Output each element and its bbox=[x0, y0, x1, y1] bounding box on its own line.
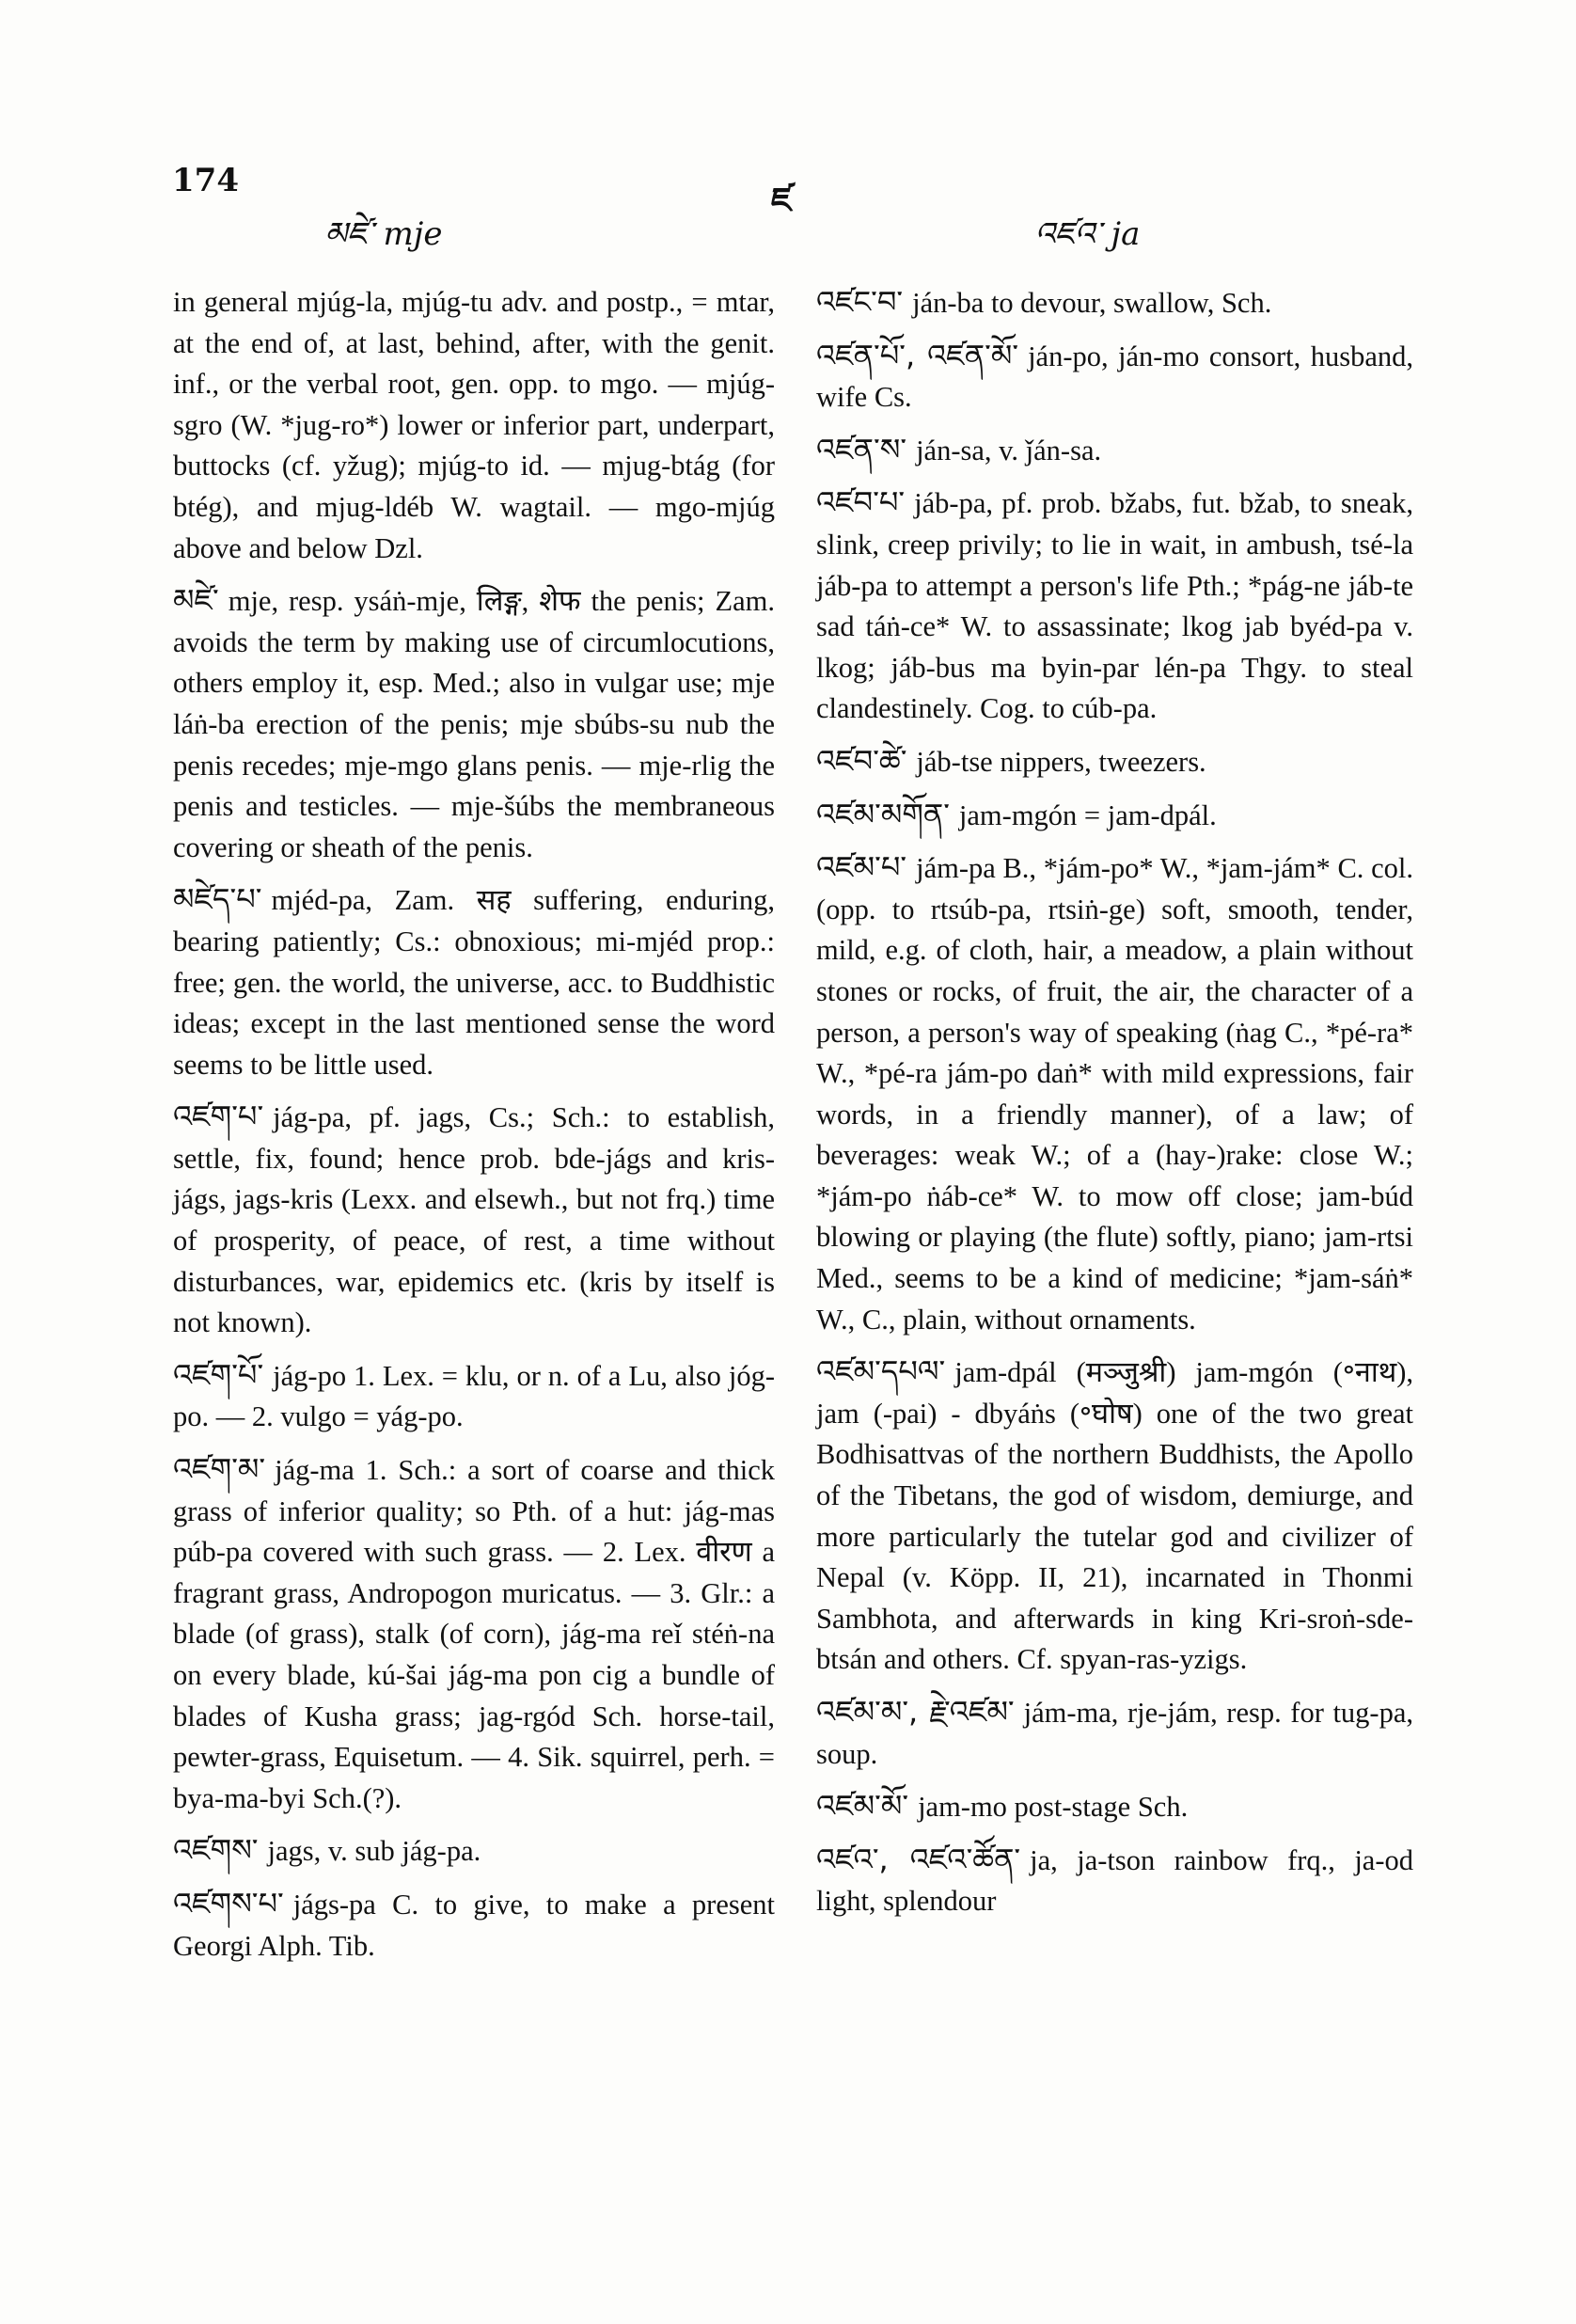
dictionary-entry: འཛའ་, འཛའ་ཚོན་ ja, ja-tson rainbow frq., ja-od light, splendour bbox=[816, 1841, 1414, 1918]
page-number: 174 bbox=[172, 162, 239, 199]
headword: འཛག་པོ་ bbox=[173, 1356, 264, 1393]
dictionary-entry: འཛམ་མ་, རྗེ་འཛམ་ jám-ma, rje-jám, resp. for tug-pa, soup. bbox=[816, 1694, 1413, 1770]
headword: འཛབ་པ་ bbox=[816, 484, 906, 521]
headword: འཛགས་པ་ bbox=[173, 1885, 284, 1921]
dictionary-entry: འཛགས་པ་ jágs-pa C. to give, to make a present Georgi Alph. Tib. bbox=[173, 1885, 775, 1962]
right-column bbox=[816, 282, 1413, 1934]
dictionary-entry: འཛགས་ jags, v. sub jág-pa. bbox=[173, 1832, 481, 1869]
headword: འཛན་ས་ bbox=[816, 431, 907, 467]
headword: འཛགས་ bbox=[173, 1832, 259, 1869]
running-head-left: མཛེ་ mje bbox=[324, 215, 443, 253]
headword: མཛེ་ bbox=[173, 582, 219, 619]
dictionary-entry: འཛག་པོ་ jág-po 1. Lex. = klu, or n. of a Lu, also jóg-po. — 2. vulgo = yág-po. bbox=[173, 1356, 775, 1433]
section-letter: ཛ bbox=[771, 182, 792, 220]
dictionary-entry: འཛམ་དཔལ་ jam-dpál (मञ्जुश्री) jam-mgón (॰नाथ), jam (-pai) - dbyáṅs (॰घोष) one of the two great Bodhisattvas of the northern Buddhists, the Apollo of the Tibetans, the god of wisdom, demiurge, and more particularly the tutelar god and civilizer of Nepal (v. Köpp. II, 21), incarnated in Thonmi Sambhota, and afterwards in king Kri-sroṅ-sde-btsán and others. Cf. spyan-ras-yzigs. bbox=[816, 1353, 1413, 1676]
dictionary-entry: འཛམ་མགོན་ jam-mgón = jam-dpál. bbox=[816, 796, 1217, 832]
headword: འཛག་པ་ bbox=[173, 1099, 264, 1135]
dictionary-entry: འཛབ་ཚེ་ jáb-tse nippers, tweezers. bbox=[816, 742, 1206, 779]
dictionary-entry: མཛེད་པ་ mjéd-pa, Zam. सह suffering, enduring, bearing patiently; Cs.: obnoxious; mi-mjéd prop.: free; gen. the world, the universe, acc. to Buddhistic ideas; except in the last mentioned sense the word seems to be little used. bbox=[173, 881, 775, 1081]
headword: འཛམ་མགོན་ bbox=[816, 796, 950, 832]
dictionary-entry: འཛན་པོ་, འཛན་མོ་ ján-po, ján-mo consort, husband, wife Cs. bbox=[816, 337, 1413, 414]
left-column bbox=[173, 282, 775, 1978]
headword: འཛམ་དཔལ་ bbox=[816, 1353, 946, 1390]
headword: འཛན་པོ་, འཛན་མོ་ bbox=[816, 337, 1019, 373]
headword: མཛེད་པ་ bbox=[173, 881, 262, 918]
running-head-right: འཛའ་ ja bbox=[1034, 215, 1141, 253]
dictionary-entry: འཛན་ས་ ján-sa, v. ǰán-sa. bbox=[816, 431, 1102, 467]
dictionary-entry: འཛག་པ་ jág-pa, pf. jags, Cs.; Sch.: to establish, settle, fix, found; hence prob. bde-jágs and kris-jágs, jags-kris (Lexx. and elsewh., but not frq.) time of prosperity, of peace, of rest, a time without disturbances, war, epidemics etc. (kris by itself is not known). bbox=[173, 1099, 775, 1339]
headword: འཛབ་ཚེ་ bbox=[816, 742, 907, 779]
dictionary-entry: འཛག་མ་ jág-ma 1. Sch.: a sort of coarse and thick grass of inferior quality; so Pth. of a hut: jág-mas púb-pa covered with such grass. — 2. Lex. वीरण a fragrant grass, Andropogon muricatus. — 3. Glr.: a blade (of grass), stalk (of corn), jág-ma reǐ stéṅ-na on every blade, kú-šai jág-ma pon cig a bundle of blades of Kusha grass; jag-rgód Sch. horse-tail, pewter-grass, Equisetum. — 4. Sik. squirrel, perh. = bya-ma-byi Sch.(?). bbox=[173, 1451, 775, 1814]
headword: འཛའ་, འཛའ་ཚོན་ bbox=[816, 1841, 1021, 1877]
headword: འཛམ་པ་ bbox=[816, 849, 907, 886]
dictionary-entry: འཛམ་མོ་ jam-mo post-stage Sch. bbox=[816, 1788, 1189, 1825]
dictionary-entry: འཛང་བ་ ján-ba to devour, swallow, Sch. bbox=[816, 284, 1272, 320]
dictionary-entry: འཛམ་པ་ jám-pa B., *jám-po* W., *jam-jám* C. col. (opp. to rtsúb-pa, rtsiṅ-ge) soft, smooth, tender, mild, e.g. of cloth, hair, a meadow, a plain without stones or rocks, of fruit, the air, the character of a person, a person's way of speaking (ṅag C., *pé-ra* W., *pé-ra jám-po daṅ* with mild expressions, fair words, in a friendly manner), of a law; of beverages: weak W.; of a (hay-)rake: close W.; *jám-po ṅáb-ce* W. to mow off close; jam-búd blowing or playing (the flute) softly, piano; jam-rtsi Med., seems to be a kind of medicine; *jam-sáṅ* W., C., plain, without ornaments. bbox=[816, 849, 1413, 1336]
dictionary-entry: འཛབ་པ་ jáb-pa, pf. prob. bžabs, fut. bžab, to sneak, slink, creep privily; to lie in wait, in ambush, tsé-la jáb-pa to attempt a person's life Pth.; *pág-ne jáb-te sad táṅ-ce* W. to assassinate; lkog jab byéd-pa v. lkog; jáb-bus ma byin-par lén-pa Thgy. to steal clandestinely. Cog. to cúb-pa. bbox=[816, 484, 1413, 725]
dictionary-entry: མཛེ་ mje, resp. ysáṅ-mje, लिङ्ग, शेफ the penis; Zam. avoids the term by making use of circumlocutions, others employ it, esp. Med.; also in vulgar use; mje láṅ-ba erection of the penis; mje sbúbs-su nub the penis recedes; mje-mgo glans penis. — mje-rlig the penis and testicles. — mje-šúbs the membraneous covering or sheath of the penis. bbox=[173, 582, 775, 863]
headword: འཛམ་མོ་ bbox=[816, 1788, 909, 1825]
headword: འཛམ་མ་, རྗེ་འཛམ་ bbox=[816, 1694, 1015, 1730]
dictionary-entry: in general mjúg-la, mjúg-tu adv. and postp., = mtar, at the end of, at last, behind, after, with the genit. inf., or the verbal root, gen. opp. to mgo. — mjúg-sgro (W. *jug-ro*) lower or inferior part, underpart, buttocks (cf. yžug); mjúg-to id. — mjug-btág (for btég), and mjug-ldéb W. wagtail. — mgo-mjúg above and below Dzl. bbox=[173, 286, 775, 564]
headword: འཛག་མ་ bbox=[173, 1451, 266, 1488]
headword: འཛང་བ་ bbox=[816, 284, 904, 320]
